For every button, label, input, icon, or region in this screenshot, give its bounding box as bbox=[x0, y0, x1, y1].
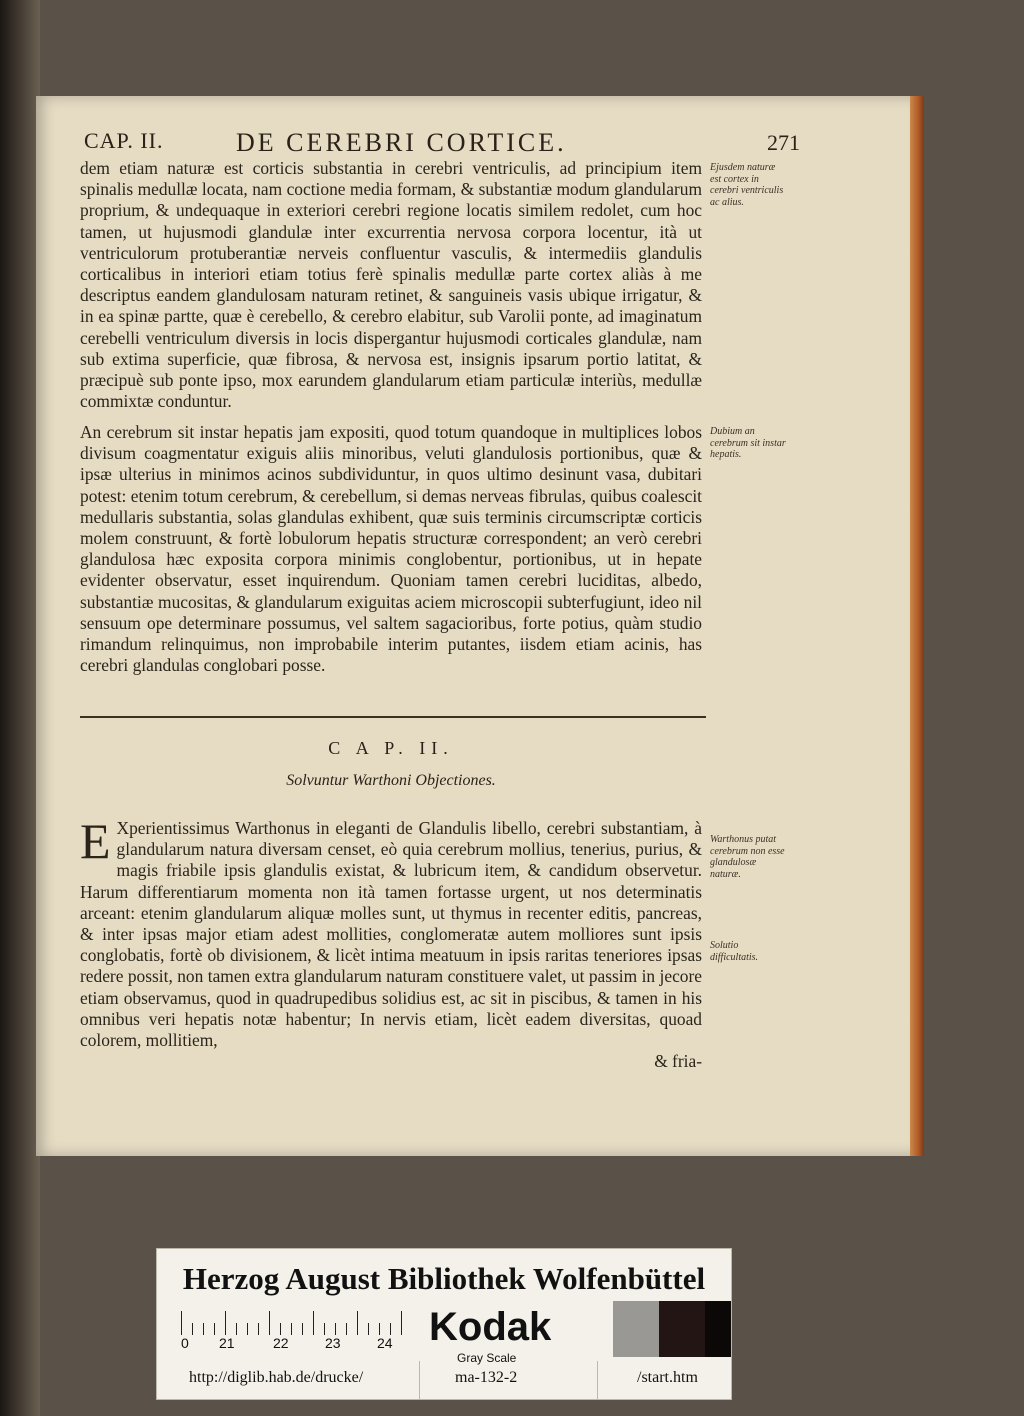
marginal-note-3: Warthonus putat cerebrum non esse glandulosæ naturæ. bbox=[710, 834, 785, 880]
gray-patch-black bbox=[705, 1301, 731, 1357]
brand-logo: Kodak bbox=[429, 1305, 552, 1349]
card-divider bbox=[597, 1361, 598, 1399]
library-color-card bbox=[156, 1248, 732, 1400]
catchword: & fria- bbox=[654, 1051, 702, 1072]
ruler-tick bbox=[214, 1323, 215, 1335]
ruler-tick bbox=[247, 1323, 248, 1335]
chapter-subtitle: Solvuntur Warthoni Objectiones. bbox=[286, 772, 496, 789]
paragraph-2: An cerebrum sit instar hepatis jam expositi, quod totum quandoque in multiplices lobos divisum coagmentatur exiguis aliis minoribus, veluti glandulosis portionibus, quæ & ipsæ ulterius in minimos acinos subdividuntur, in quos ultimo desinunt vasa, dubitari potest: etenim totum cerebrum, & cerebellum, si demas nerveas fibrulas, quibus coalescit medullaris substantia, solas glandulas exhibent, quæ suis terminis circumscriptæ corticis molem construunt, & fortè lobulorum hepatis structuræ correspondent; an verò cerebri glandulosa hæc exposita corpora minimis conglobentur, portionibus, ut in hepate evidenter observatur, esset inquirendum. Quoniam tamen cerebri luciditas, albedo, substantiæ mucositas, & glandularum exiguitas aciem microscopii subterfugiunt, ideo nil sensuum ope determinare possumus, vel saltem sagacioribus, forte potius, quàm studio rimandum relinquimus, non improbabile interim putantes, iisdem etiam acinis, has cerebri glandulas conglobari posse. bbox=[80, 422, 702, 676]
ruler-tick bbox=[280, 1323, 281, 1335]
ruler-tick bbox=[401, 1311, 402, 1335]
ruler-tick bbox=[181, 1311, 182, 1335]
ruler-label: 24 bbox=[377, 1335, 393, 1351]
ruler-tick bbox=[258, 1323, 259, 1335]
ruler-scale bbox=[181, 1305, 401, 1351]
institution-name: Herzog August Bibliothek Wolfenbüttel bbox=[182, 1261, 706, 1296]
ruler-label: 23 bbox=[325, 1335, 341, 1351]
marginal-note-4: Solutio difficultatis. bbox=[710, 940, 759, 963]
page-red-edge bbox=[910, 96, 924, 1156]
shelfmark: ma-132-2 bbox=[455, 1369, 518, 1386]
page-title: DE CEREBRI CORTICE. bbox=[236, 128, 567, 157]
drop-cap: E bbox=[80, 813, 111, 869]
ruler-label: 21 bbox=[219, 1335, 235, 1351]
running-header bbox=[84, 128, 800, 156]
ruler-tick bbox=[324, 1323, 325, 1335]
chapter-heading: C A P. II. bbox=[328, 738, 454, 758]
paragraph-3-text: Xperientissimus Warthonus in eleganti de Glandulis libello, cerebri substantiam, à glandularum natura diversam censet, eò quia cerebrum mollius, tenerius, purius, & magis friabile ipsis glandulis existat, & lubricum item, & candidum observetur. Harum differentiarum momenta non ità tamen fortasse urgent, ut nos determinatis arceant: etenim glandularum aliquæ molles sunt, ut thymus in recenter editis, pancreas, & inter ipsas major etiam adest mollities, conglomeratæ autem molliores sunt ipsis conglobatis, fortè ob divisionem, & licèt intima meatuum in ipsis raritas teneriores ipsas redere possit, non tamen extra glandularum naturam constituere valet, ut passim in jecore etiam observamus, quod in quadrupedibus solidius est, ac sit in piscibus, & tamen in his omnibus veri hepatis notæ habentur; In nervis etiam, licèt eadem diversitas, quoad colorem, mollitiem, bbox=[80, 818, 702, 1051]
gray-scale-label: Gray Scale bbox=[457, 1351, 517, 1365]
book-spine-edge bbox=[0, 0, 40, 1416]
ruler-tick bbox=[335, 1323, 336, 1335]
library-url: http://diglib.hab.de/drucke/ bbox=[189, 1369, 364, 1386]
ruler-tick bbox=[379, 1323, 380, 1335]
ruler-tick bbox=[225, 1311, 226, 1335]
ruler-tick bbox=[346, 1323, 347, 1335]
ruler-tick bbox=[390, 1323, 391, 1335]
gray-patch-dark bbox=[659, 1301, 705, 1357]
paragraph-3 bbox=[80, 813, 702, 1072]
chapter-label: CAP. II. bbox=[84, 128, 164, 153]
section-rule bbox=[80, 716, 706, 718]
ruler-tick bbox=[203, 1323, 204, 1335]
start-path: /start.htm bbox=[637, 1369, 698, 1386]
ruler-tick bbox=[302, 1323, 303, 1335]
marginal-note-1: Ejusdem naturæ est cortex in cerebri ventriculis ac alius. bbox=[710, 162, 784, 208]
gray-patch-light bbox=[613, 1301, 659, 1357]
ruler-tick bbox=[357, 1311, 358, 1335]
ruler-tick bbox=[291, 1323, 292, 1335]
ruler-label: 22 bbox=[273, 1335, 289, 1351]
marginal-note-2: Dubium an cerebrum sit instar hepatis. bbox=[710, 426, 786, 460]
card-divider bbox=[419, 1361, 420, 1399]
paragraph-1: dem etiam naturæ est corticis substantia in cerebri ventriculis, ad principium item spinalis medullæ locata, nam coctione media formam, & substantiæ modum glandularum proprium, & undequaque in exteriori cerebri regione locatis similem redolet, cum hoc tamen, ut hujusmodi glandulæ inter excurrentia nervosa corpora locentur, ità ut ventriculorum protuberantiæ nerveis confluentur vasculis, & intermediis glandulis corticalibus in interiori etiam totius ferè spinalis medullæ parte cortex aliàs à me descriptus eandem glandulosam naturam retinet, & sanguineis vasis ubique irrigatur, & in ea spinæ partte, quæ è cerebello, & cerebro elabitur, sub Varolii ponte, ad imaginatum cerebelli ventriculum diversis in locis dispergantur hujusmodi corticales glandulæ, nam sub extima superficie, quæ fibrosa, & nervosa est, insignis ipsarum portio latitat, & præcipuè sub ponte ipso, mox earundem glandularum etiam particulæ interiùs, medullæ commixtæ conduntur. bbox=[80, 158, 702, 412]
ruler-tick bbox=[192, 1323, 193, 1335]
ruler-tick bbox=[313, 1311, 314, 1335]
ruler-tick bbox=[269, 1311, 270, 1335]
ruler-tick bbox=[368, 1323, 369, 1335]
ruler-tick bbox=[236, 1323, 237, 1335]
page-number: 271 bbox=[767, 130, 800, 155]
ruler-label: 0 bbox=[181, 1335, 189, 1351]
